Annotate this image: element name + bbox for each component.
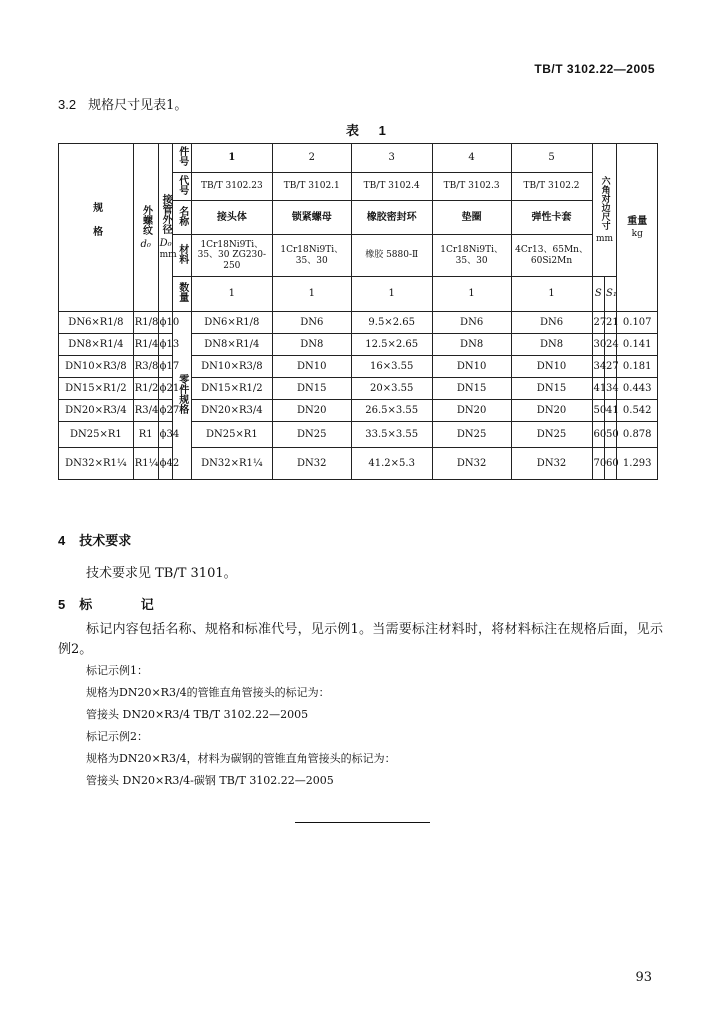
label-part-no: 件号: [173, 144, 192, 173]
table-row: [59, 312, 658, 334]
row-thread: R1: [133, 422, 158, 448]
weight-unit: kg: [631, 228, 643, 239]
table-row: [59, 422, 658, 448]
row-p4: DN10: [432, 356, 511, 378]
row-weight: 0.878: [617, 422, 658, 448]
standard-number: TB/T 3102.22—2005: [534, 62, 655, 76]
page-number: 93: [635, 970, 652, 985]
row-thread: R3/4: [133, 400, 158, 422]
part-no-2: 2: [272, 144, 351, 173]
part-no-3: 3: [351, 144, 432, 173]
tube-od-unit: mm: [159, 250, 177, 261]
row-thread: R1/8: [133, 312, 158, 334]
row-p4: DN25: [432, 422, 511, 448]
row-weight: 0.181: [617, 356, 658, 378]
table-caption: 表 1: [346, 123, 394, 138]
part-name-2: 锁紧螺母: [272, 201, 351, 235]
part-name-4: 垫圈: [432, 201, 511, 235]
row-p1: DN10×R3/8: [191, 356, 272, 378]
end-rule: [295, 822, 430, 823]
row-s1: 21: [604, 312, 616, 334]
part-name-3: 橡胶密封环: [351, 201, 432, 235]
row-p5: DN15: [511, 378, 592, 400]
label-quantity: 数量: [173, 277, 192, 312]
row-p3: 26.5×3.55: [351, 400, 432, 422]
hex-unit: mm: [595, 234, 614, 244]
section-number: 3.2: [58, 97, 77, 112]
row-od: ϕ10: [158, 312, 173, 334]
row-od: ϕ34: [158, 422, 173, 448]
example-line: 规格为DN20×R3/4的管锥直角管接头的标记为：: [86, 686, 330, 699]
row-p3: 20×3.55: [351, 378, 432, 400]
row-p2: DN32: [272, 448, 351, 480]
row-s1: 24: [604, 334, 616, 356]
row-p1: DN15×R1/2: [191, 378, 272, 400]
row-p3: 41.2×5.3: [351, 448, 432, 480]
row-p4: DN6: [432, 312, 511, 334]
row-spec: DN10×R3/8: [59, 356, 134, 378]
row-weight: 0.443: [617, 378, 658, 400]
row-s: 34: [592, 356, 604, 378]
label-name: 名称: [173, 201, 192, 235]
row-p4: DN15: [432, 378, 511, 400]
part-material-2: 1Cr18Ni9Ti、35、30: [272, 235, 351, 277]
header-weight: [617, 144, 658, 312]
part-no-4: 4: [432, 144, 511, 173]
table-row: [59, 400, 658, 422]
example-line: 规格为DN20×R3/4，材料为碳钢的管锥直角管接头的标记为：: [86, 752, 396, 765]
row-p2: DN10: [272, 356, 351, 378]
table-row: [59, 378, 658, 400]
row-weight: 0.542: [617, 400, 658, 422]
row-p3: 16×3.55: [351, 356, 432, 378]
part-code-5: TB/T 3102.2: [511, 173, 592, 201]
row-p1: DN6×R1/8: [191, 312, 272, 334]
row-s1: 41: [604, 400, 616, 422]
row-s: 70: [592, 448, 604, 480]
weight-label: 重量: [627, 216, 648, 227]
row-p3: 9.5×2.65: [351, 312, 432, 334]
row-spec: DN15×R1/2: [59, 378, 134, 400]
part-qty-5: 1: [511, 277, 592, 312]
row-p3: 12.5×2.65: [351, 334, 432, 356]
row-od: ϕ42: [158, 448, 173, 480]
example-line: 标记示例2：: [86, 730, 148, 743]
header-spec: 规格: [59, 144, 134, 312]
row-s: 30: [592, 334, 604, 356]
row-od: ϕ17: [158, 356, 173, 378]
row-spec: DN25×R1: [59, 422, 134, 448]
row-p5: DN32: [511, 448, 592, 480]
row-p2: DN20: [272, 400, 351, 422]
section-5-heading: [58, 594, 176, 613]
example-line: 管接头 DN20×R3/4-碳钢 TB/T 3102.22—2005: [86, 774, 334, 787]
row-spec: DN8×R1/4: [59, 334, 134, 356]
row-s1: 60: [604, 448, 616, 480]
header-hex: 六角对边尺寸 mm: [592, 144, 617, 277]
part-material-1: 1Cr18Ni9Ti、35、30 ZG230-250: [191, 235, 272, 277]
part-code-4: TB/T 3102.3: [432, 173, 511, 201]
row-weight: 0.107: [617, 312, 658, 334]
row-weight: 0.141: [617, 334, 658, 356]
row-p5: DN25: [511, 422, 592, 448]
row-s: 27: [592, 312, 604, 334]
example-line: 管接头 DN20×R3/4 TB/T 3102.22—2005: [86, 708, 309, 721]
section-number: 5: [58, 597, 66, 612]
table-row: [59, 356, 658, 378]
row-s1: 34: [604, 378, 616, 400]
tube-od-symbol: D₀: [159, 237, 172, 249]
row-p3: 33.5×3.55: [351, 422, 432, 448]
row-p1: DN25×R1: [191, 422, 272, 448]
part-code-2: TB/T 3102.1: [272, 173, 351, 201]
table-row: [59, 448, 658, 480]
label-code: 代号: [173, 173, 192, 201]
row-s1: 27: [604, 356, 616, 378]
thread-symbol: d₀: [140, 238, 151, 250]
row-p4: DN20: [432, 400, 511, 422]
row-s: 50: [592, 400, 604, 422]
row-p2: DN8: [272, 334, 351, 356]
part-code-1: TB/T 3102.23: [191, 173, 272, 201]
part-qty-4: 1: [432, 277, 511, 312]
row-s1: 50: [604, 422, 616, 448]
row-thread: R1/4: [133, 334, 158, 356]
row-p2: DN25: [272, 422, 351, 448]
row-s: 60: [592, 422, 604, 448]
part-material-5: 4Cr13、65Mn、60Si2Mn: [511, 235, 592, 277]
part-material-3: 橡胶 5880-Ⅱ: [351, 235, 432, 277]
part-no-5: 5: [511, 144, 592, 173]
part-qty-1: 1: [191, 277, 272, 312]
row-p2: DN6: [272, 312, 351, 334]
part-name-1: 接头体: [191, 201, 272, 235]
row-p4: DN32: [432, 448, 511, 480]
section-title: 标 记: [79, 598, 176, 613]
header-thread: 外螺纹 d₀: [133, 144, 158, 312]
row-p5: DN8: [511, 334, 592, 356]
row-p1: DN32×R1¼: [191, 448, 272, 480]
part-material-4: 1Cr18Ni9Ti、35、30: [432, 235, 511, 277]
section-number: 4: [58, 533, 66, 548]
example-line: 标记示例1：: [86, 664, 148, 677]
row-thread: R1¼: [133, 448, 158, 480]
row-spec: DN32×R1¼: [59, 448, 134, 480]
header-tube-od: 接管外径 D₀ mm: [158, 144, 173, 312]
section-text: 规格尺寸见表1。: [88, 98, 188, 113]
part-qty-2: 1: [272, 277, 351, 312]
label-material: 材料: [173, 235, 192, 277]
row-od: ϕ21: [158, 378, 173, 400]
row-p5: DN20: [511, 400, 592, 422]
label-s: S: [592, 277, 604, 312]
table-row: [59, 334, 658, 356]
label-part-spec: 零件规格: [173, 312, 192, 480]
spec-table: [58, 143, 658, 480]
row-spec: DN6×R1/8: [59, 312, 134, 334]
row-p2: DN15: [272, 378, 351, 400]
part-name-5: 弹性卡套: [511, 201, 592, 235]
row-thread: R1/2: [133, 378, 158, 400]
row-weight: 1.293: [617, 448, 658, 480]
row-p1: DN20×R3/4: [191, 400, 272, 422]
row-p5: DN6: [511, 312, 592, 334]
part-no-1: 1: [191, 144, 272, 173]
row-p5: DN10: [511, 356, 592, 378]
row-s: 41: [592, 378, 604, 400]
part-code-3: TB/T 3102.4: [351, 173, 432, 201]
part-qty-3: 1: [351, 277, 432, 312]
row-p1: DN8×R1/4: [191, 334, 272, 356]
section-3-2: [58, 94, 187, 113]
row-thread: R3/8: [133, 356, 158, 378]
row-od: ϕ27: [158, 400, 173, 422]
section-4-heading: [58, 530, 131, 549]
section-5-text: 标记内容包括名称、规格和标准代号，见示例1。当需要标注材料时，将材料标注在规格后面，见示例2。: [58, 622, 663, 657]
row-od: ϕ13: [158, 334, 173, 356]
row-p4: DN8: [432, 334, 511, 356]
section-title: 技术要求: [79, 534, 132, 549]
label-s1: S₁: [604, 277, 616, 312]
section-4-text: 技术要求见 TB/T 3101。: [86, 566, 237, 581]
row-spec: DN20×R3/4: [59, 400, 134, 422]
